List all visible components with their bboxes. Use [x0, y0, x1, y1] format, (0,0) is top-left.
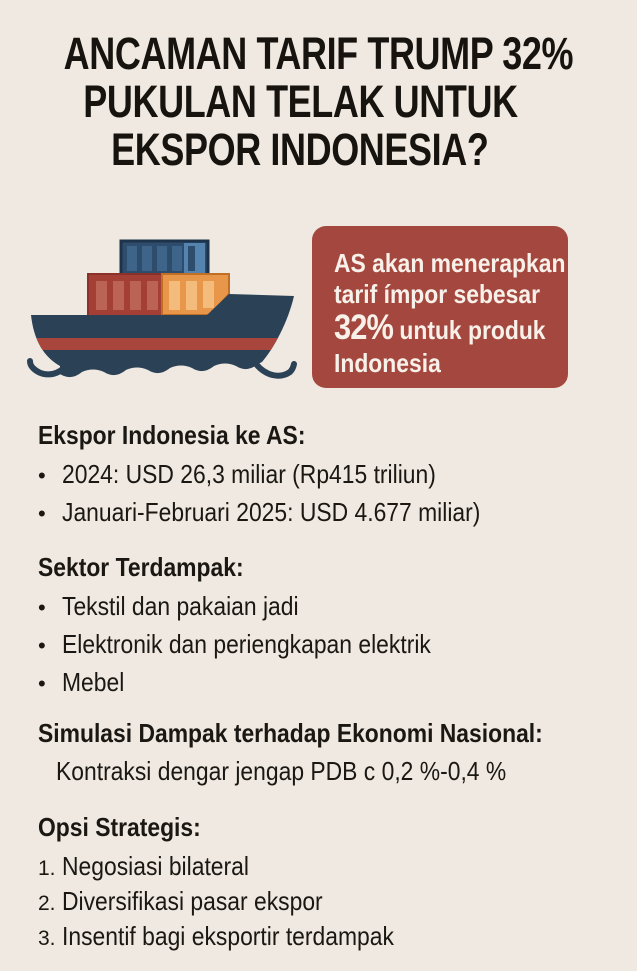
- bullet-icon: •: [38, 595, 46, 620]
- options-list: [38, 850, 578, 955]
- list-item: [38, 885, 578, 920]
- tariff-callout-box: [312, 226, 568, 388]
- section-simulation: [38, 718, 578, 788]
- list-item: [38, 626, 578, 664]
- exports-item-1: 2024: USD 26,3 miliar (Rp415 triliun): [62, 459, 436, 489]
- section-sectors: [38, 552, 578, 702]
- options-item-2: Diversifikasi pasar ekspor: [62, 886, 323, 916]
- section-options: [38, 812, 578, 955]
- hero-section: [0, 226, 600, 396]
- page-title: [0, 30, 600, 174]
- options-item-3: Insentif bagi eksportir terdampak: [62, 921, 394, 951]
- callout-line-2: tarif ímpor sebesar: [334, 279, 541, 309]
- page-title-line-3: EKSPOR INDONESIA?: [111, 124, 489, 175]
- page-title-line-1: ANCAMAN TARIF TRUMP 32%: [63, 28, 574, 79]
- callout-line-1: AS akan menerapkan: [334, 248, 566, 278]
- cargo-ship-illustration: [26, 226, 296, 394]
- simulation-heading: Simulasi Dampak terhadap Ekonomi Nasional:: [38, 718, 543, 748]
- bullet-icon: •: [38, 671, 46, 696]
- callout-line-3-rest: untuk produk: [393, 315, 546, 345]
- blue-container: [121, 241, 208, 275]
- sectors-item-3: Mebel: [62, 667, 125, 697]
- options-item-1: Negosiasi bilateral: [62, 851, 249, 881]
- exports-heading: Ekspor Indonesia ke AS:: [38, 420, 306, 450]
- options-heading: Opsi Strategis:: [38, 812, 201, 842]
- item-number: 2.: [38, 892, 56, 915]
- sectors-heading: Sektor Terdampak:: [38, 552, 244, 582]
- callout-line-3: [334, 310, 546, 348]
- item-number: 3.: [38, 927, 56, 950]
- list-item: [38, 494, 578, 532]
- red-container: [88, 274, 162, 316]
- list-item: [38, 850, 578, 885]
- page-title-line-2: PUKULAN TELAK UNTUK: [82, 76, 518, 127]
- list-item: [38, 664, 578, 702]
- callout-line-4: Indonesia: [334, 348, 441, 378]
- exports-item-2: Januari-Februari 2025: USD 4.677 miliar): [62, 497, 481, 527]
- sectors-item-1: Tekstil dan pakaian jadi: [62, 591, 299, 621]
- list-item: [38, 456, 578, 494]
- section-exports: [38, 420, 578, 532]
- simulation-note: Kontraksi dengar jengap PDB c 0,2 %-0,4 %: [56, 756, 507, 786]
- bullet-icon: •: [38, 633, 46, 658]
- sectors-list: [38, 588, 578, 702]
- list-item: [38, 588, 578, 626]
- content-sections: [38, 420, 578, 971]
- infographic-page: [0, 28, 600, 951]
- exports-list: [38, 456, 578, 532]
- tariff-value: 32%: [334, 308, 394, 347]
- item-number: 1.: [38, 857, 56, 880]
- bullet-icon: •: [38, 501, 46, 526]
- bullet-icon: •: [38, 463, 46, 488]
- cargo-ship-icon: [26, 226, 296, 394]
- list-item: [38, 920, 578, 955]
- sectors-item-2: Elektronik dan periengkapan elektrik: [62, 629, 431, 659]
